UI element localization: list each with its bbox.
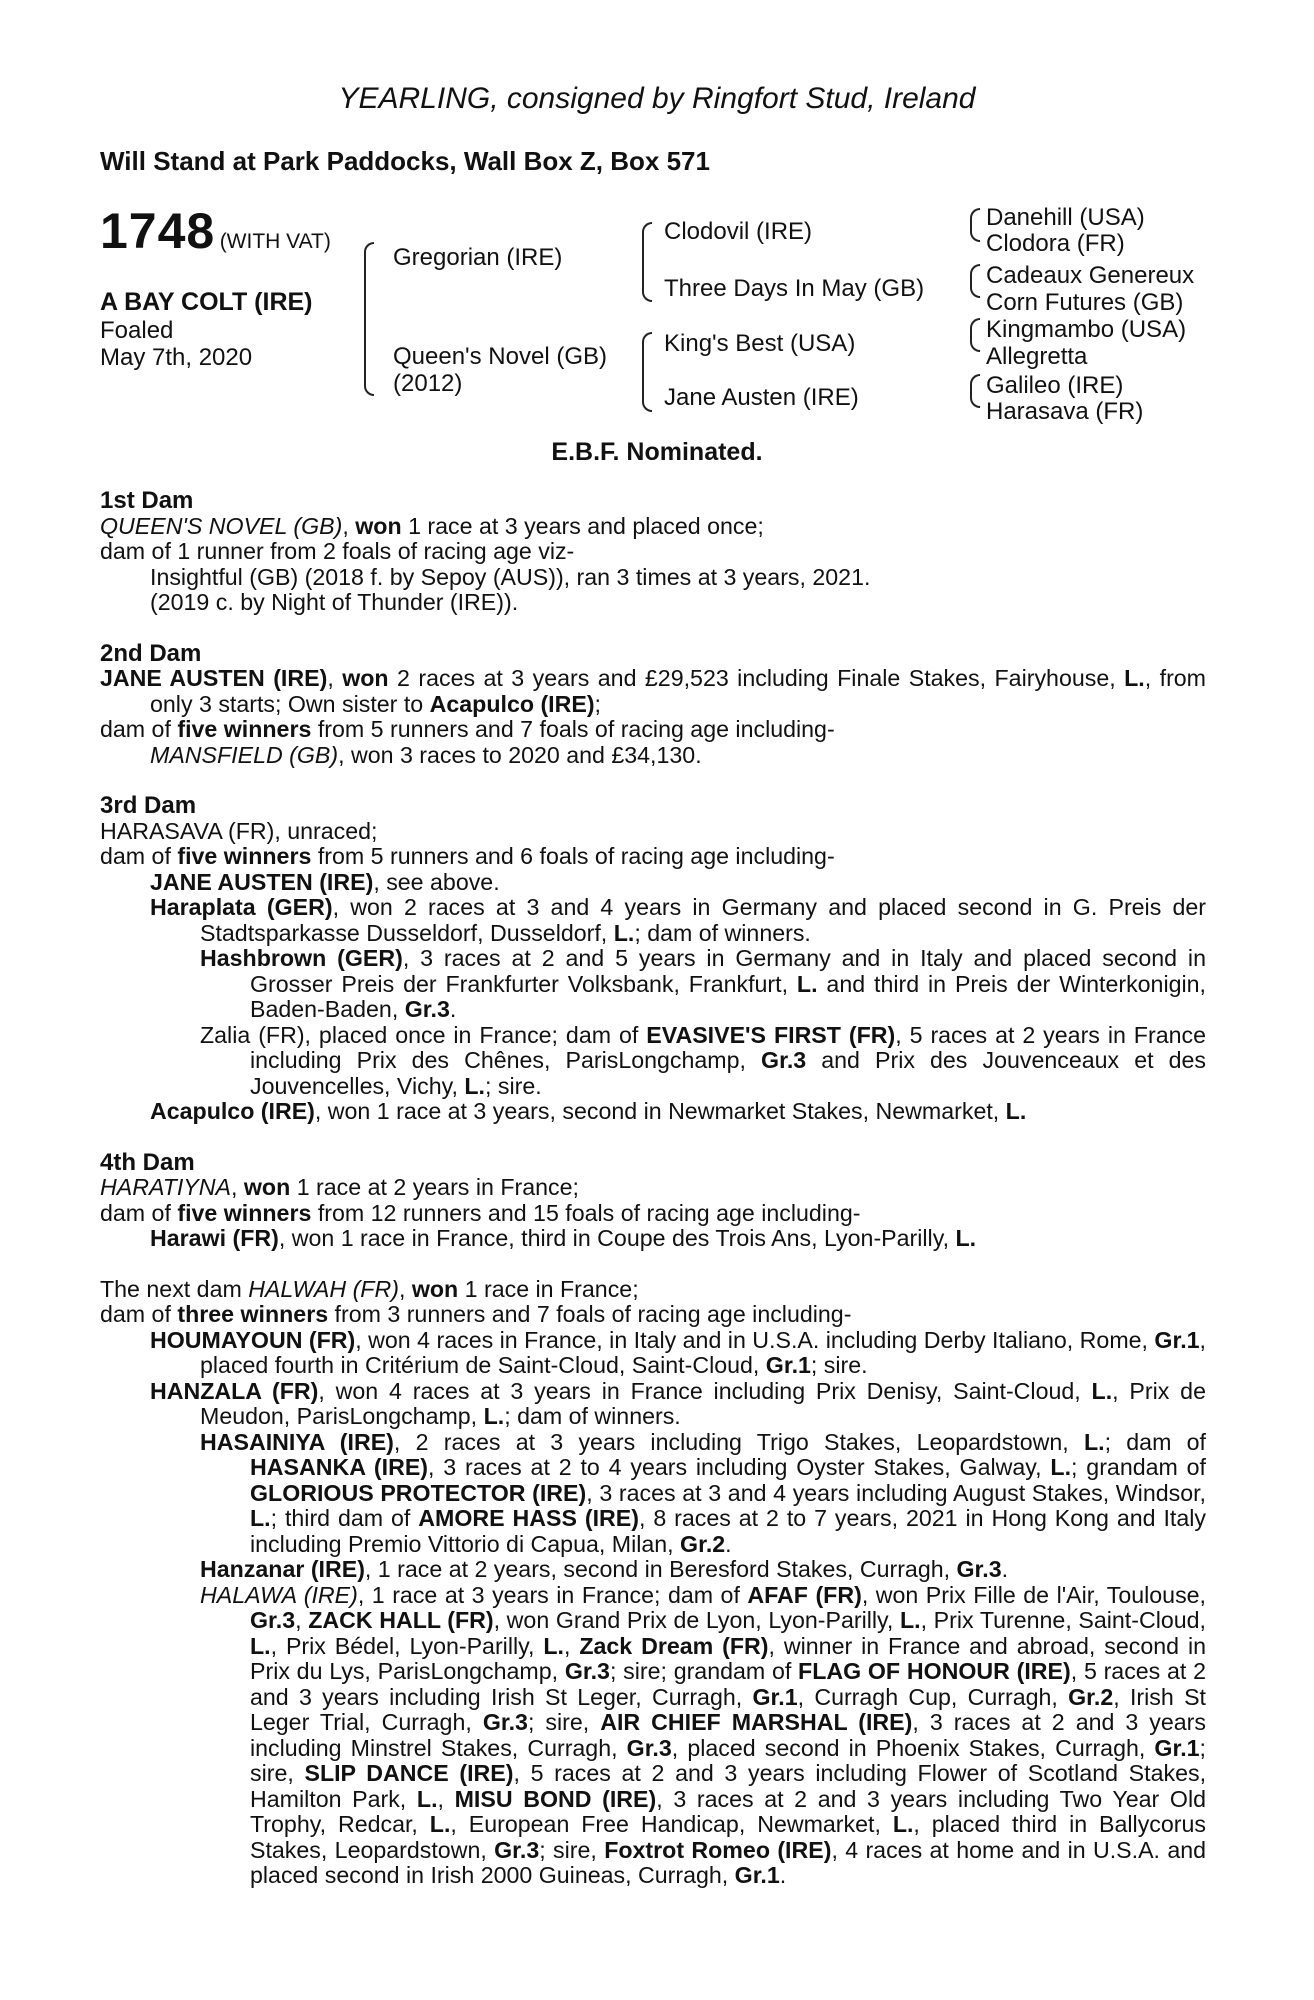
progeny-entry: Hashbrown (GER), 3 races at 2 and 5 years in Germany and in Italy and placed second in Grosser Preis der Frankfurter Volksbank, Frankfurt, L. and third in Preis der Winterkonigin, Baden-Baden, Gr.3. (200, 945, 1206, 1022)
pedigree-brace-g4 (970, 374, 980, 408)
foaled-label: Foaled (100, 317, 174, 344)
pedigree-brace-g1 (970, 208, 980, 242)
pedigree-brace-main (364, 242, 374, 396)
section-heading: 1st Dam (100, 487, 194, 514)
dam-paragraph: The next dam HALWAH (FR), won 1 race in France; (100, 1275, 639, 1302)
pedigree-dam-dam: Jane Austen (IRE) (664, 384, 859, 411)
page-title: YEARLING, consigned by Ringfort Stud, Ireland (338, 82, 976, 115)
pedigree-sire: Gregorian (IRE) (393, 244, 563, 271)
dam-paragraph: dam of five winners from 5 runners and 6 foals of racing age including- (100, 843, 835, 869)
progeny-entry: HASAINIYA (IRE), 2 races at 3 years including Trigo Stakes, Leopardstown, L.; dam of HASANKA (IRE), 3 races at 2 to 4 years including Oyster Stakes, Galway, L.; grandam of GLORIOUS PROTECTOR (IRE), 3 races at 3 and 4 years including August Stakes, Windsor, L.; third dam of AMORE HASS (IRE), 8 races at 2 to 7 years, 2021 in Hong Kong and Italy including Premio Vittorio di Capua, Milan, Gr.2. (200, 1428, 1207, 1557)
progeny-entry: HANZALA (FR), won 4 races at 3 years in France including Prix Denisy, Saint-Cloud, L., Prix de Meudon, ParisLongchamp, L.; dam of winners. (150, 1377, 1206, 1429)
dam-paragraph: HARATIYNA, won 1 race at 2 years in France; (100, 1174, 579, 1200)
pedigree-g6: Allegretta (986, 343, 1088, 370)
progeny-entry: HOUMAYOUN (FR), won 4 races in France, in Italy and in U.S.A. including Derby Italiano, Rome, Gr.1, placed fourth in Critérium de Saint-Cloud, Saint-Cloud, Gr.1; sire. (150, 1326, 1206, 1378)
progeny-entry: Harawi (FR), won 1 race in France, third in Coupe des Trois Ans, Lyon-Parilly, L. (150, 1225, 977, 1251)
dam-paragraph: dam of 1 runner from 2 foals of racing age viz- (100, 538, 575, 564)
pedigree-g4: Corn Futures (GB) (986, 289, 1184, 316)
pedigree-g3: Cadeaux Genereux (986, 262, 1195, 289)
third-dam-section (100, 793, 1206, 1125)
pedigree-g5: Kingmambo (USA) (986, 316, 1187, 343)
dam-paragraph: dam of three winners from 3 runners and 7 foals of racing age including- (100, 1301, 852, 1327)
progeny-entry: HALAWA (IRE), 1 race at 3 years in France; dam of AFAF (FR), won Prix Fille de l'Air, Toulouse, Gr.3, ZACK HALL (FR), won Grand Prix de Lyon, Lyon-Parilly, L., Prix Turenne, Saint-Cloud, L., Prix Bédel, Lyon-Parilly, L., Zack Dream (FR), winner in France and abroad, second in Prix du Lys, ParisLongchamp, Gr.3; sire; grandam of FLAG OF HONOUR (IRE), 5 races at 2 and 3 years including Irish St Leger, Curragh, Gr.1, Curragh Cup, Curragh, Gr.2, Irish St Leger Trial, Curragh, Gr.3; sire, AIR CHIEF MARSHAL (IRE), 3 races at 2 and 3 years including Minstrel Stakes, Curragh, Gr.3, placed second in Phoenix Stakes, Curragh, Gr.1; sire, SLIP DANCE (IRE), 5 races at 2 and 3 years including Flower of Scotland Stakes, Hamilton Park, L., MISU BOND (IRE), 3 races at 2 and 3 years including Two Year Old Trophy, Redcar, L., European Free Handicap, Newmarket, L., placed third in Ballycorus Stakes, Leopardstown, Gr.3; sire, Foxtrot Romeo (IRE), 4 races at home and in U.S.A. and placed second in Irish 2000 Guineas, Curragh, Gr.1. (200, 1581, 1207, 1888)
next-dam-section (100, 1277, 1206, 1889)
pedigree-sire-dam: Three Days In May (GB) (664, 275, 925, 302)
horse-name: A BAY COLT (IRE) (100, 288, 313, 316)
pedigree-g8: Harasava (FR) (986, 398, 1144, 425)
pedigree-brace-g2 (970, 264, 980, 298)
pedigree-dam-sire: King's Best (USA) (664, 330, 856, 357)
progeny-entry: Hanzanar (IRE), 1 race at 2 years, second in Beresford Stakes, Curragh, Gr.3. (200, 1556, 1009, 1582)
progeny-entry: Haraplata (GER), won 2 races at 3 and 4 years in Germany and placed second in G. Preis der Stadtsparkasse Dusseldorf, Dusseldorf, L.; dam of winners. (150, 894, 1207, 946)
lot-number: 1748 (100, 203, 216, 259)
lot-number-block (100, 202, 331, 260)
foaled-info (100, 317, 252, 371)
progeny-entry: Insightful (GB) (2018 f. by Sepoy (AUS)), ran 3 times at 3 years, 2021. (150, 563, 871, 590)
progeny-entry: Zalia (FR), placed once in France; dam of EVASIVE'S FIRST (FR), 5 races at 2 years in France including Prix des Chênes, ParisLongchamp, Gr.3 and Prix des Jouvenceaux et des Jouvencelles, Vichy, L.; sire. (200, 1021, 1207, 1099)
pedigree-sire-sire: Clodovil (IRE) (664, 218, 813, 245)
fourth-dam-section (100, 1150, 1206, 1252)
section-heading: 4th Dam (100, 1148, 195, 1176)
pedigree-dam: Queen's Novel (GB) (393, 343, 607, 370)
progeny-entry: JANE AUSTEN (IRE), see above. (150, 868, 500, 895)
pedigree-g2: Clodora (FR) (986, 230, 1125, 257)
dam-paragraph: JANE AUSTEN (IRE), won 2 races at 3 years and £29,523 including Finale Stakes, Fairyhouse, L., from only 3 starts; Own sister to Acapulco (IRE); (100, 665, 1206, 717)
foaled-date: May 7th, 2020 (100, 344, 253, 371)
progeny-entry: Acapulco (IRE), won 1 race at 3 years, second in Newmarket Stakes, Newmarket, L. (150, 1098, 1027, 1124)
dam-paragraph: QUEEN'S NOVEL (GB), won 1 race at 3 years and placed once; (100, 512, 764, 539)
pedigree-g7: Galileo (IRE) (986, 372, 1124, 399)
ebf-nominated: E.B.F. Nominated. (551, 438, 763, 466)
progeny-entry: (2019 c. by Night of Thunder (IRE)). (150, 589, 519, 615)
pedigree-brace-g3 (970, 318, 980, 352)
section-heading: 3rd Dam (100, 792, 197, 819)
pedigree-brace-sire (642, 222, 652, 302)
pedigree-g1: Danehill (USA) (986, 204, 1145, 231)
dam-paragraph: HARASAVA (FR), unraced; (100, 817, 378, 844)
second-dam-section (100, 641, 1206, 769)
progeny-entry: MANSFIELD (GB), won 3 races to 2020 and £34,130. (150, 741, 702, 768)
dam-paragraph: dam of five winners from 5 runners and 7 foals of racing age including- (100, 716, 835, 742)
vat-label: (WITH VAT) (219, 230, 331, 253)
pedigree-notes (100, 488, 1206, 1914)
dam-paragraph: dam of five winners from 12 runners and 15 foals of racing age including- (100, 1199, 861, 1226)
first-dam-section (100, 488, 1206, 616)
pedigree-brace-dam (642, 332, 652, 412)
stand-location: Will Stand at Park Paddocks, Wall Box Z, Box 571 (100, 146, 710, 176)
section-heading: 2nd Dam (100, 639, 202, 667)
pedigree-dam-year: (2012) (393, 370, 463, 397)
